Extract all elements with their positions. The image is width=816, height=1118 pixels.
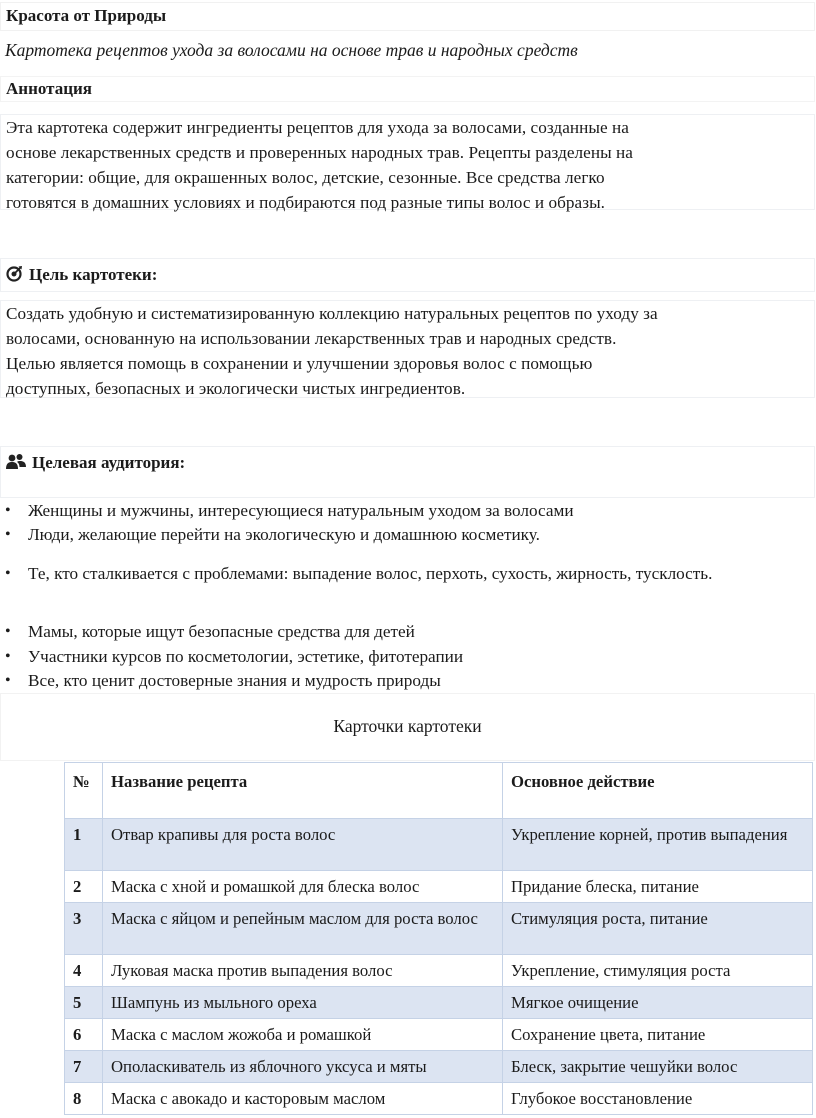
recipe-action: Мягкое очищение [503, 987, 813, 1019]
row-number: 3 [65, 903, 103, 955]
table-row [65, 903, 813, 955]
recipe-name: Маска с маслом жожоба и ромашкой [103, 1019, 503, 1051]
recipe-name: Маска с яйцом и репейным маслом для роста волос [103, 903, 503, 955]
list-item: • Женщины и мужчины, интересующиеся натуральным уходом за волосами [28, 498, 815, 523]
row-number: 6 [65, 1019, 103, 1051]
goal-line: волосами, основанную на использовании лекарственных трав и народных средств. [6, 329, 617, 348]
table-row [65, 871, 813, 903]
recipe-action: Сохранение цвета, питание [503, 1019, 813, 1051]
recipe-name: Маска с авокадо и касторовым маслом [103, 1083, 503, 1115]
list-item: • Все, кто ценит достоверные знания и мудрость природы [28, 668, 815, 693]
cards-caption: Карточки картотеки [0, 693, 815, 761]
table-row [65, 987, 813, 1019]
row-number: 8 [65, 1083, 103, 1115]
goal-heading: Цель картотеки: [29, 265, 158, 284]
list-item: • Участники курсов по косметологии, эстетике, фитотерапии [28, 644, 815, 669]
annotation-heading: Аннотация [0, 76, 815, 102]
document-title: Красота от Природы [0, 2, 815, 31]
row-number: 2 [65, 871, 103, 903]
table-row [65, 955, 813, 987]
annotation-line: готовятся в домашних условиях и подбираются под разные типы волос и образы. [6, 193, 606, 212]
recipe-name: Маска с хной и ромашкой для блеска волос [103, 871, 503, 903]
target-icon [6, 265, 23, 287]
document-subtitle: Картотека рецептов ухода за волосами на основе трав и народных средств [5, 40, 578, 60]
goal-line: доступных, безопасных и экологически чистых ингредиентов. [6, 379, 466, 398]
row-number: 5 [65, 987, 103, 1019]
recipe-name: Ополаскиватель из яблочного уксуса и мяты [103, 1051, 503, 1083]
table-row [65, 1051, 813, 1083]
list-item: • Люди, желающие перейти на экологическую и домашнюю косметику. [28, 522, 815, 547]
list-item: • Те, кто сталкивается с проблемами: выпадение волос, перхоть, сухость, жирность, тусклость. [28, 561, 805, 586]
people-icon [6, 453, 26, 475]
list-item: • Мамы, которые ищут безопасные средства для детей [28, 619, 815, 644]
row-number: 4 [65, 955, 103, 987]
annotation-line: Эта картотека содержит ингредиенты рецептов для ухода за волосами, созданные на [6, 118, 629, 137]
recipe-action: Стимуляция роста, питание [503, 903, 813, 955]
recipe-name: Отвар крапивы для роста волос [103, 819, 503, 871]
table-row [65, 1083, 813, 1115]
recipe-action: Блеск, закрытие чешуйки волос [503, 1051, 813, 1083]
table-row [65, 1019, 813, 1051]
table-header-row [65, 763, 813, 819]
annotation-paragraph [0, 114, 815, 210]
goal-line: Целью является помощь в сохранении и улучшении здоровья волос с помощью [6, 354, 593, 373]
column-header-name: Название рецепта [103, 763, 503, 819]
audience-heading-row [0, 446, 815, 498]
column-header-action: Основное действие [503, 763, 813, 819]
goal-paragraph [0, 300, 815, 398]
annotation-line: категории: общие, для окрашенных волос, детские, сезонные. Все средства легко [6, 168, 605, 187]
goal-heading-row [0, 258, 815, 292]
table-row [65, 819, 813, 871]
recipe-name: Луковая маска против выпадения волос [103, 955, 503, 987]
audience-heading: Целевая аудитория: [32, 453, 186, 472]
annotation-line: основе лекарственных средств и проверенных народных трав. Рецепты разделены на [6, 143, 633, 162]
column-header-number: № [65, 763, 103, 819]
goal-line: Создать удобную и систематизированную коллекцию натуральных рецептов по уходу за [6, 304, 658, 323]
recipe-action: Укрепление, стимуляция роста [503, 955, 813, 987]
recipes-table [64, 762, 813, 1115]
row-number: 1 [65, 819, 103, 871]
row-number: 7 [65, 1051, 103, 1083]
recipe-name: Шампунь из мыльного ореха [103, 987, 503, 1019]
recipe-action: Глубокое восстановление [503, 1083, 813, 1115]
recipe-action: Придание блеска, питание [503, 871, 813, 903]
recipe-action: Укрепление корней, против выпадения [503, 819, 813, 871]
